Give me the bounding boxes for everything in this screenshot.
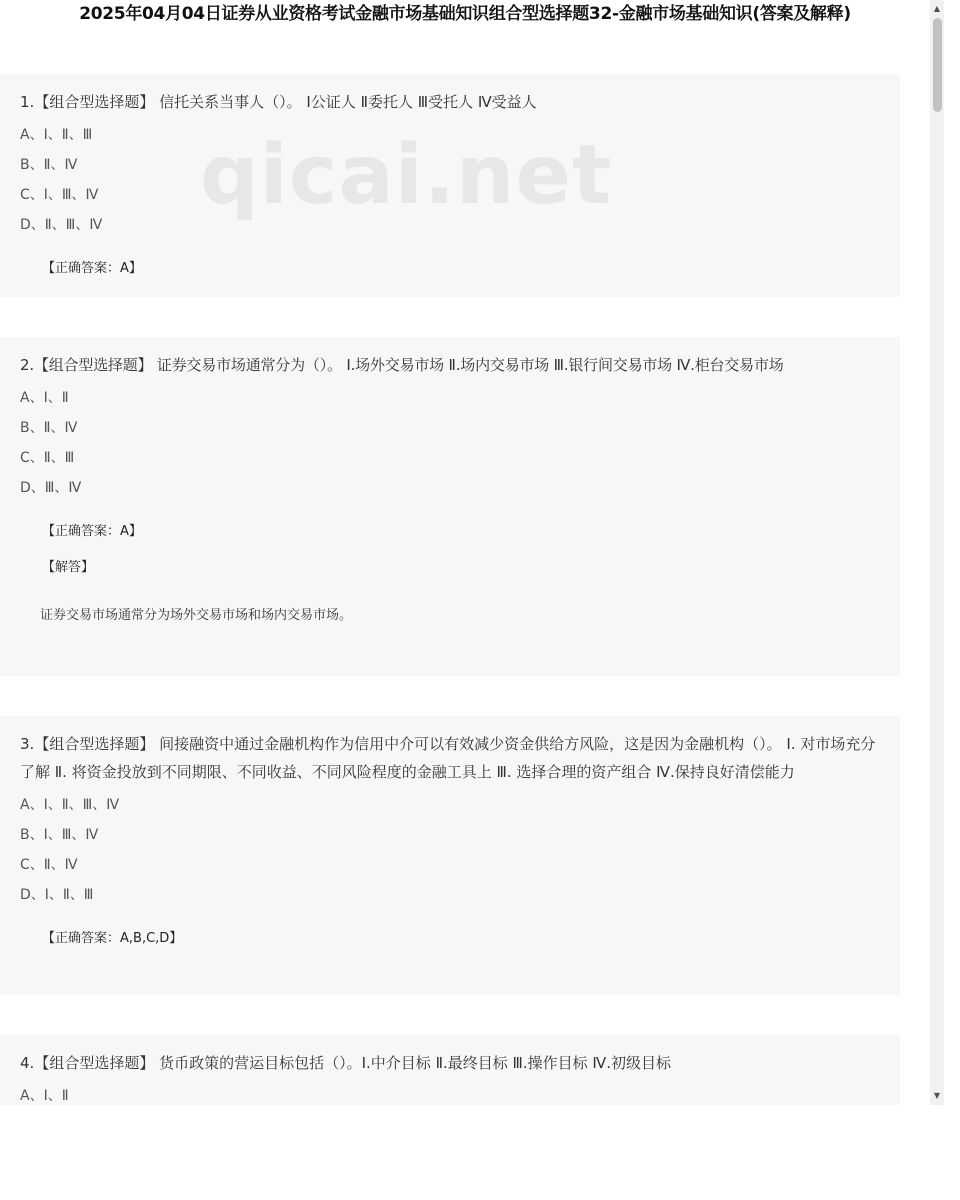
correct-answer: 【正确答案：A】 <box>42 261 142 276</box>
option-d[interactable]: D、Ⅱ、Ⅲ、Ⅳ <box>20 217 103 233</box>
option-b[interactable]: B、Ⅰ、Ⅲ、Ⅳ <box>20 827 99 843</box>
question-stem <box>20 88 880 116</box>
analysis-label: 【解答】 <box>42 560 95 575</box>
option-b[interactable]: B、Ⅱ、Ⅳ <box>20 157 78 173</box>
option-a[interactable]: A、Ⅰ、Ⅱ <box>20 1088 69 1104</box>
question-card-1 <box>0 74 900 297</box>
scrollbar-thumb[interactable] <box>933 18 942 112</box>
option-b[interactable]: B、Ⅱ、Ⅳ <box>20 420 78 436</box>
correct-answer: 【正确答案：A】 <box>42 524 142 539</box>
question-number: 1. <box>20 93 35 111</box>
question-type: 【组合型选择题】 <box>34 735 155 753</box>
question-number: 3. <box>20 735 35 753</box>
question-number: 2. <box>20 356 34 374</box>
question-card-3 <box>0 716 900 995</box>
option-a[interactable]: A、Ⅰ、Ⅱ、Ⅲ <box>20 127 93 143</box>
question-stem <box>20 730 880 786</box>
option-a[interactable]: A、Ⅰ、Ⅱ、Ⅲ、Ⅳ <box>20 797 120 813</box>
scroll-up-icon[interactable]: ▲ <box>933 4 941 13</box>
option-c[interactable]: C、Ⅰ、Ⅲ、Ⅳ <box>20 187 99 203</box>
option-a[interactable]: A、Ⅰ、Ⅱ <box>20 390 69 406</box>
question-number: 4. <box>20 1054 35 1072</box>
question-text: 证券交易市场通常分为（）。 Ⅰ.场外交易市场 Ⅱ.场内交易市场 Ⅲ.银行间交易市场 Ⅳ.柜台交易市场 <box>156 356 784 374</box>
question-text: 信托关系当事人（）。 Ⅰ公证人 Ⅱ委托人 Ⅲ受托人 Ⅳ受益人 <box>159 93 537 111</box>
question-stem <box>20 351 880 379</box>
question-text: 货币政策的营运目标包括（）。Ⅰ.中介目标 Ⅱ.最终目标 Ⅲ.操作目标 Ⅳ.初级目标 <box>159 1054 671 1072</box>
correct-answer: 【正确答案：A,B,C,D】 <box>42 931 183 946</box>
option-c[interactable]: C、Ⅱ、Ⅳ <box>20 857 78 873</box>
question-stem <box>20 1049 880 1077</box>
watermark-logo: qicai.net <box>200 128 613 223</box>
page-title: 2025年04月04日证券从业资格考试金融市场基础知识组合型选择题32-金融市场基础知识(答案及解释) <box>79 4 851 24</box>
scroll-down-icon[interactable]: ▼ <box>933 1091 941 1100</box>
question-type: 【组合型选择题】 <box>33 356 153 374</box>
question-text: 间接融资中通过金融机构作为信用中介可以有效减少资金供给方风险，这是因为金融机构（）。 Ⅰ. 对市场充分了解 Ⅱ. 将资金投放到不同期限、不同收益、不同风险程度的金融工具上 Ⅲ. 选择合理的资产组合 Ⅳ.保持良好清偿能力 <box>20 735 876 781</box>
question-card-4 <box>0 1035 900 1105</box>
option-d[interactable]: D、Ⅰ、Ⅱ、Ⅲ <box>20 887 94 903</box>
option-c[interactable]: C、Ⅱ、Ⅲ <box>20 450 75 466</box>
option-d[interactable]: D、Ⅲ、Ⅳ <box>20 480 82 496</box>
analysis-text: 证券交易市场通常分为场外交易市场和场内交易市场。 <box>40 608 353 623</box>
vertical-scrollbar[interactable] <box>930 0 944 1105</box>
question-type: 【组合型选择题】 <box>34 1054 155 1072</box>
question-type: 【组合型选择题】 <box>34 93 155 111</box>
question-card-2 <box>0 337 900 676</box>
